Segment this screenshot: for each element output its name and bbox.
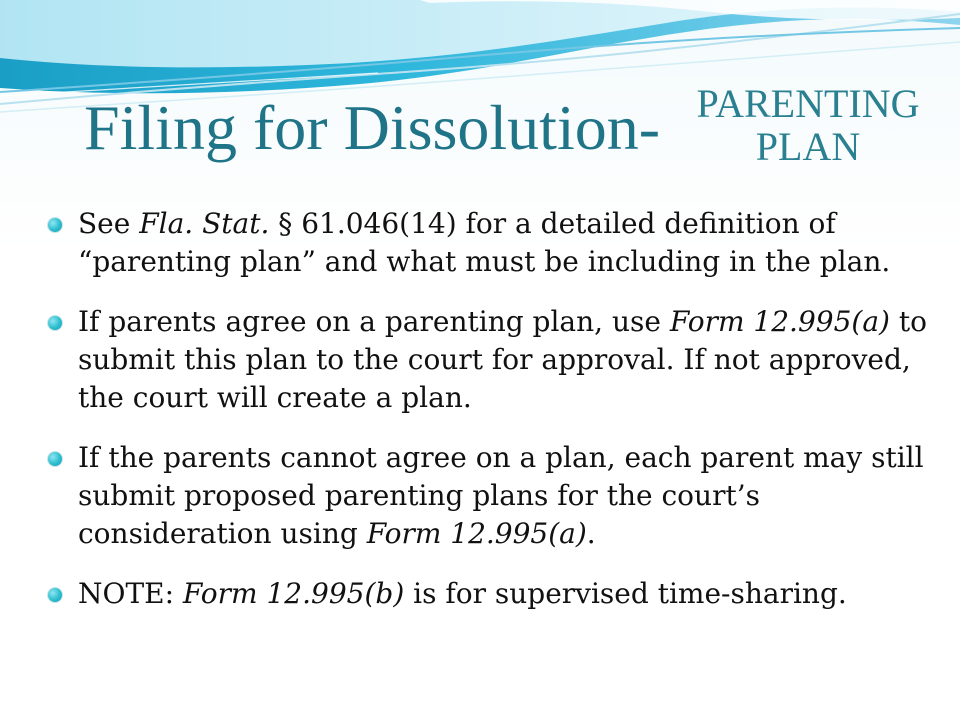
bullet-text-pre: See	[78, 207, 140, 240]
bullet-list	[48, 205, 933, 613]
bullet-dot-icon	[48, 452, 62, 466]
bullet-dot-icon	[48, 588, 62, 602]
slide-subtitle	[688, 82, 928, 168]
bullet-text-rest: § 61.046(14) for a detailed definition of “parenting plan” and what must be including in the plan.	[78, 207, 891, 278]
subtitle-line-1: PARENTING	[696, 81, 920, 126]
bullet-text-italic: Form 12.995(a)	[669, 305, 890, 338]
subtitle-line-2: PLAN	[755, 124, 861, 170]
bullet-item-agree-plan	[48, 303, 933, 417]
bullet-text-rest: is for supervised time-sharing.	[404, 577, 847, 610]
bullet-dot-icon	[48, 316, 62, 330]
bullet-item-statute	[48, 205, 933, 281]
bullet-text	[78, 207, 890, 278]
bullet-text	[78, 441, 924, 550]
slide-content	[48, 205, 933, 613]
bullet-text	[78, 305, 927, 414]
bullet-text-italic: Form 12.995(b)	[182, 577, 405, 610]
bullet-dot-icon	[48, 218, 62, 232]
bullet-item-cannot-agree	[48, 439, 933, 553]
bullet-item-note	[48, 575, 933, 613]
bullet-text-italic: Form 12.995(a)	[366, 517, 587, 550]
bullet-text-pre: If parents agree on a parenting plan, use	[78, 305, 670, 338]
bullet-text-pre: If the parents cannot agree on a plan, each parent may still submit proposed parenting plans for the court’s consideration using	[78, 441, 924, 550]
bullet-text-pre: NOTE:	[78, 577, 183, 610]
bullet-text	[78, 577, 847, 610]
bullet-text-rest: .	[586, 517, 596, 550]
bullet-text-rest: to submit this plan to the court for approval. If not approved, the court will create a plan.	[78, 305, 927, 414]
slide-title: Filing for Dissolution-	[84, 92, 661, 163]
bullet-text-italic: Fla. Stat.	[139, 207, 270, 240]
